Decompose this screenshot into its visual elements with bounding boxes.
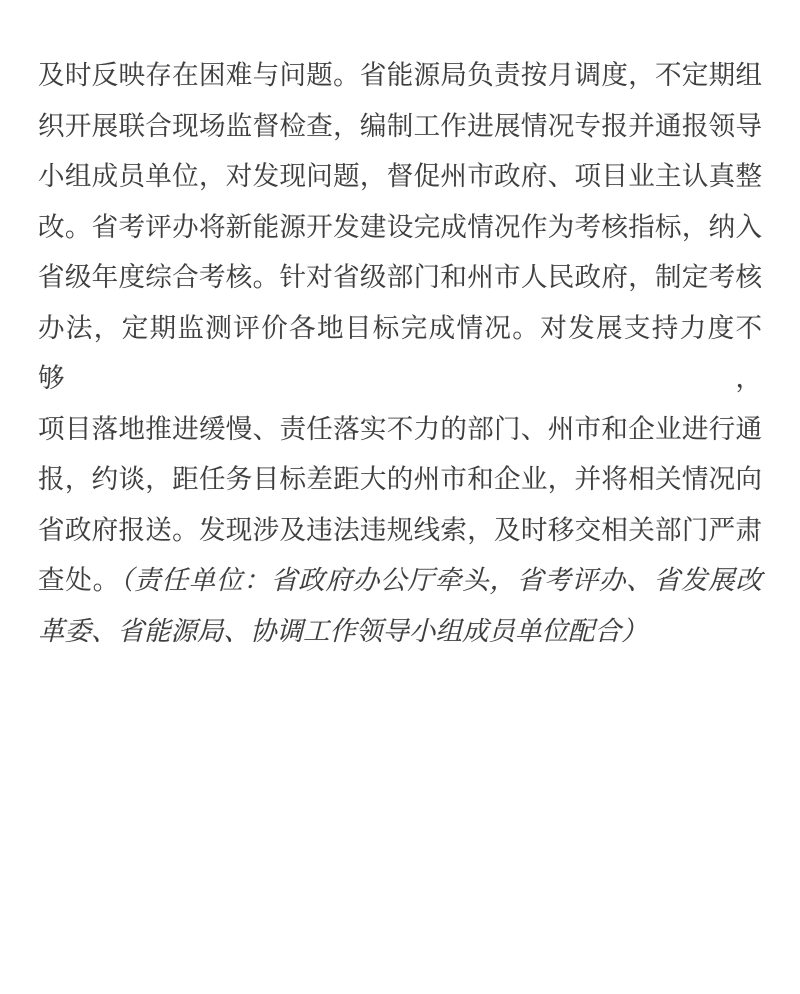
body-text-segment: 办法，定期监测评价各地目标完成情况。对发展支持力度不够，	[38, 312, 762, 393]
text-line-5	[38, 252, 762, 303]
text-line-2	[38, 101, 762, 152]
text-line-10	[38, 555, 762, 606]
body-text-segment: 织开展联合现场监督检查，编制工作进展情况专报并通报领导	[38, 110, 762, 141]
body-text-segment: 及时反映存在困难与问题。省能源局负责按月调度，不定期组	[38, 60, 762, 90]
body-text-segment: 查处。	[38, 565, 121, 595]
body-text	[38, 50, 762, 656]
body-text-segment: 省政府报送。发现涉及违法违规线索，及时移交相关部门严肃	[38, 514, 762, 545]
body-text-segment: 省级年度综合考核。针对省级部门和州市人民政府，制定考核	[38, 262, 762, 292]
responsibility-note-text: （责任单位：省政府办公厅牵头，省考评办、省发展改	[120, 565, 763, 595]
body-text-segment: 报，约谈，距任务目标差距大的州市和企业，并将相关情况向	[38, 464, 762, 494]
text-line-8	[38, 454, 762, 505]
responsibility-note-text: 革委、省能源局、协调工作领导小组成员单位配合）	[38, 615, 648, 646]
body-text-segment: 小组成员单位，对发现问题，督促州市政府、项目业主认真整	[38, 161, 762, 191]
body-text-segment: 改。省考评办将新能源开发建设完成情况作为考核指标，纳入	[38, 211, 762, 242]
text-line-6	[38, 303, 762, 404]
text-line-11	[38, 606, 762, 657]
text-line-4	[38, 202, 762, 253]
text-line-9	[38, 505, 762, 556]
body-text-segment: 项目落地推进缓慢、责任落实不力的部门、州市和企业进行通	[38, 413, 762, 444]
text-line-7	[38, 404, 762, 455]
text-line-3	[38, 151, 762, 202]
text-line-1	[38, 50, 762, 101]
